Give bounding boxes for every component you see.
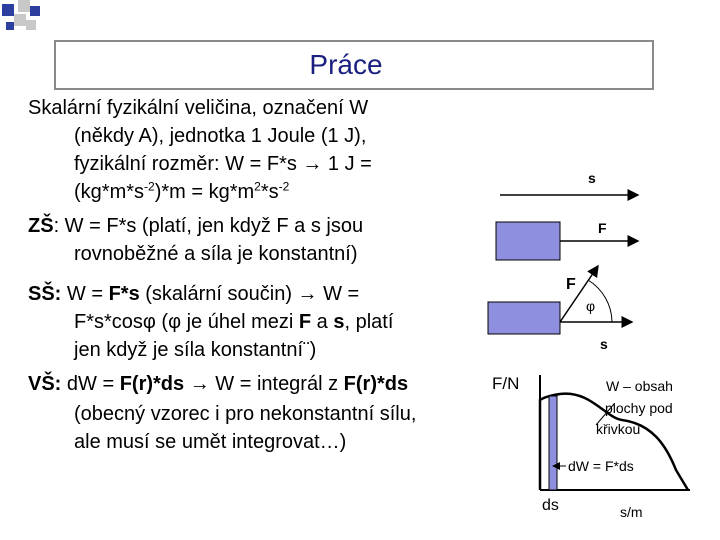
ss-text: (skalární součin) → W = xyxy=(139,283,360,305)
ss-line-3: jen když je síla konstantní¨) xyxy=(74,339,317,361)
unit-part: (kg*m*s xyxy=(74,181,145,203)
slide-title: Práce xyxy=(309,49,383,80)
body-line-2: (někdy A), jednotka 1 Joule (1 J), xyxy=(74,125,367,147)
ss-bold: s xyxy=(333,311,345,333)
vs-line-2: (obecný vzorec i pro nekonstantní sílu, xyxy=(74,403,417,425)
vs-bold: F(r)*ds xyxy=(119,373,185,395)
dw-note: dW = F*ds xyxy=(568,458,634,474)
exponent: 2 xyxy=(254,179,261,194)
vs-line-3: ale musí se umět integrovat…) xyxy=(74,431,347,453)
vs-text: → W = integrál z xyxy=(184,373,344,395)
zs-text: : W = F*s (platí, jen když F a s jsou xyxy=(53,215,364,237)
ss-label: SŠ: xyxy=(28,283,62,305)
exponent: -2 xyxy=(278,179,290,194)
label-F-1: F xyxy=(598,220,607,236)
ss-bold: F xyxy=(298,311,312,333)
block-1 xyxy=(496,222,560,260)
block-2 xyxy=(488,302,560,334)
axis-y-label: F/N xyxy=(492,374,520,393)
exponent: -2 xyxy=(144,179,155,194)
area-note-1: W – obsah xyxy=(606,378,673,394)
zs-label: ZŠ xyxy=(28,215,54,237)
ss-bold: F*s xyxy=(108,283,140,305)
label-s-1: s xyxy=(588,170,596,186)
ss-text: F*s*cosφ (φ je úhel mezi xyxy=(74,311,299,333)
label-s-2: s xyxy=(600,336,608,352)
area-note-3: křivkou xyxy=(596,421,641,437)
label-F-2: F xyxy=(566,276,576,293)
ss-text: , platí xyxy=(344,311,394,333)
ds-strip xyxy=(549,396,557,490)
axis-x-label: s/m xyxy=(620,504,643,520)
ss-text: W = xyxy=(61,283,109,305)
vs-label: VŠ: xyxy=(28,373,62,395)
vs-bold: F(r)*ds xyxy=(343,373,409,395)
body-line-3: fyzikální rozměr: W = F*s → 1 J = xyxy=(74,153,372,175)
area-note-2: plochy pod xyxy=(605,400,673,416)
zs-line-2: rovnoběžné a síla je konstantní) xyxy=(74,243,358,265)
body-line-1: Skalární fyzikální veličina, označení W xyxy=(28,97,369,119)
vs-text: dW = xyxy=(61,373,120,395)
unit-part: )*m = kg*m xyxy=(154,181,255,203)
unit-part: *s xyxy=(260,181,279,203)
ds-label: ds xyxy=(542,497,559,514)
label-phi: φ xyxy=(586,298,596,314)
ss-text: a xyxy=(311,311,334,333)
